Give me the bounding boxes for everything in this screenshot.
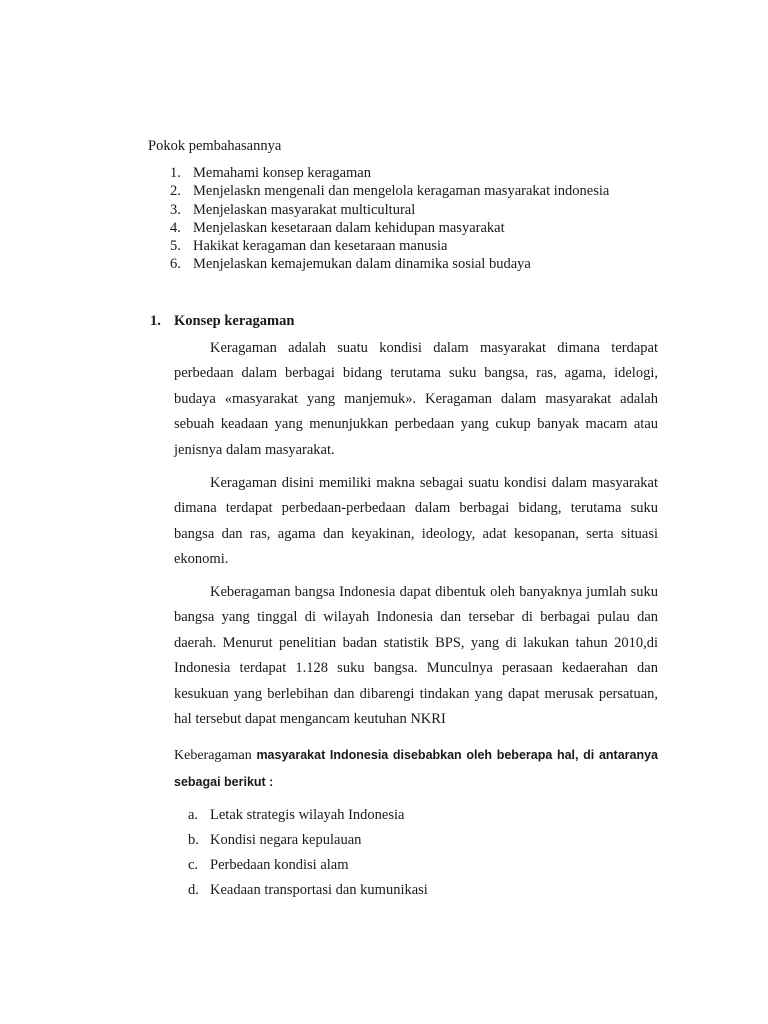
section-heading bbox=[150, 311, 294, 331]
list-item bbox=[170, 237, 609, 255]
list-item bbox=[170, 164, 609, 182]
list-item bbox=[170, 182, 609, 200]
list-item-number: 1. bbox=[170, 165, 181, 181]
list-item-letter: b. bbox=[188, 832, 199, 848]
list-item bbox=[170, 219, 609, 237]
list-item bbox=[188, 878, 428, 903]
list-item-text: Keadaan transportasi dan kumunikasi bbox=[210, 882, 428, 898]
cause-list bbox=[188, 803, 428, 903]
list-item-text: Menjelaskan kesetaraan dalam kehidupan masyarakat bbox=[193, 219, 505, 236]
topic-list bbox=[170, 164, 609, 274]
list-item-letter: c. bbox=[188, 857, 199, 873]
cause-intro-paragraph bbox=[174, 742, 658, 796]
section-number: 1. bbox=[150, 313, 161, 329]
list-item-text: Menjelaskn mengenali dan mengelola keragaman masyarakat indonesia bbox=[193, 183, 610, 200]
list-item-text: Memahami konsep keragaman bbox=[193, 165, 371, 181]
list-item-number: 4. bbox=[170, 219, 181, 236]
list-item-letter: d. bbox=[188, 882, 199, 898]
list-item-text: Menjelaskan masyarakat multicultural bbox=[193, 201, 416, 218]
list-item-number: 3. bbox=[170, 201, 181, 218]
body-paragraph: Keragaman adalah suatu kondisi dalam masyarakat dimana terdapat perbedaan dalam berbagai bidang terutama suku bangsa, ras, agama, idelogi, budaya «masyarakat yang manjemuk». Keragaman dalam masyarakat adalah sebuah keadaan yang menunjukkan perbedaan yang cukup banyak macam atau jenisnya dalam masyarakat. bbox=[174, 340, 658, 458]
body-paragraph: Keragaman disini memiliki makna sebagai suatu kondisi dalam masyarakat dimana terdapat perbedaan-perbedaan dalam berbagai bidang, terutama suku bangsa dan ras, agama dan keyakinan, ideology, adat kesopanan, serta situasi ekonomi. bbox=[174, 475, 658, 568]
intro-heading: Pokok pembahasannya bbox=[148, 138, 282, 154]
list-item-number: 2. bbox=[170, 183, 181, 200]
body-paragraph: Keberagaman bangsa Indonesia dapat dibentuk oleh banyaknya jumlah suku bangsa yang tinggal di wilayah Indonesia dan tersebar di berbagai pulau dan daerah. Menurut penelitian badan statistik BPS, yang di lakukan tahun 2010,di Indonesia terdapat 1.128 suku bangsa. Munculnya perasaan kedaerahan dan kesukuan yang berlebihan dan dibarengi tindakan yang dapat merusak persatuan, hal tersebut dapat mengancam keutuhan NKRI bbox=[174, 584, 658, 728]
list-item bbox=[170, 201, 609, 219]
list-item-number: 5. bbox=[170, 238, 181, 255]
list-item-letter: a. bbox=[188, 807, 199, 823]
list-item bbox=[188, 853, 428, 878]
list-item bbox=[188, 828, 428, 853]
list-item bbox=[188, 803, 428, 828]
section-title: Konsep keragaman bbox=[174, 313, 295, 329]
list-item-number: 6. bbox=[170, 256, 181, 273]
list-item-text: Menjelaskan kemajemukan dalam dinamika sosial budaya bbox=[193, 256, 531, 273]
list-item bbox=[170, 255, 609, 273]
list-item-text: Perbedaan kondisi alam bbox=[210, 857, 349, 873]
cause-intro-bold: masyarakat Indonesia disebabkan oleh beberapa hal, di antaranya sebagai berikut : bbox=[174, 748, 658, 789]
list-item-text: Hakikat keragaman dan kesetaraan manusia bbox=[193, 238, 448, 255]
list-item-text: Kondisi negara kepulauan bbox=[210, 832, 362, 848]
list-item-text: Letak strategis wilayah Indonesia bbox=[210, 807, 405, 823]
cause-intro-lead: Keberagaman bbox=[174, 748, 257, 763]
